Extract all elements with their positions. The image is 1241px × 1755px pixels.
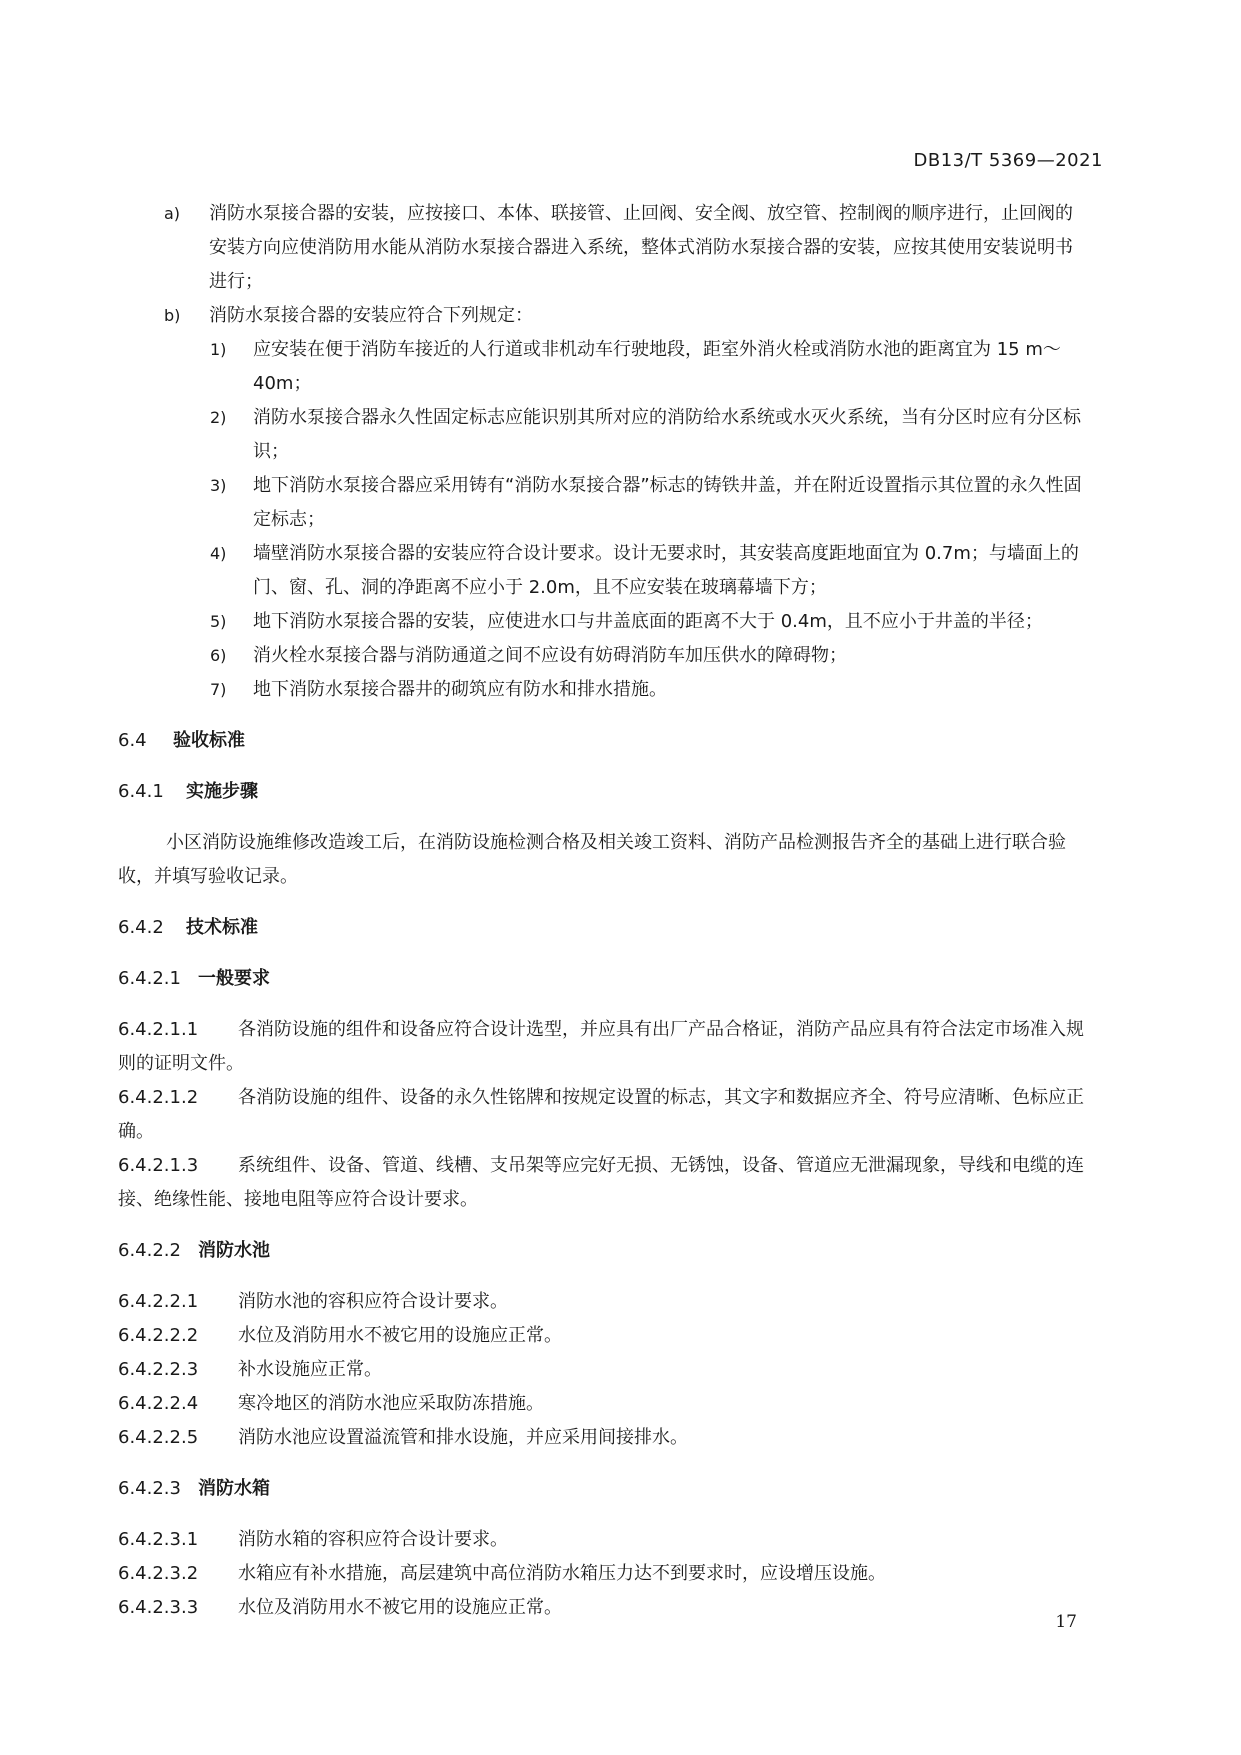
sub-list-marker: 6) xyxy=(210,646,227,665)
section-number: 6.4.2.2 xyxy=(118,1240,181,1261)
list-item-b xyxy=(118,299,1088,333)
sub-list-item xyxy=(118,333,1088,401)
clause-text: 水箱应有补水措施，高层建筑中高位消防水箱压力达不到要求时，应设增压设施。 xyxy=(238,1563,886,1584)
sub-list-item xyxy=(118,605,1088,639)
clause-number: 6.4.2.3.1 xyxy=(118,1529,199,1550)
section-heading-6-4-1 xyxy=(118,775,1088,809)
sub-list-item xyxy=(118,401,1088,469)
sub-list-marker: 2) xyxy=(210,408,227,427)
sub-list-text: 应安装在便于消防车接近的人行道或非机动车行驶地段，距室外消火栓或消防水池的距离宜为 15 m～40m； xyxy=(253,339,1061,394)
clause xyxy=(118,1523,1088,1557)
list-item-text: 消防水泵接合器的安装，应按接口、本体、联接管、止回阀、安全阀、放空管、控制阀的顺序进行，止回阀的安装方向应使消防用水能从消防水泵接合器进入系统，整体式消防水泵接合器的安装，应按其使用安装说明书进行； xyxy=(209,203,1073,292)
section-number: 6.4.2.1 xyxy=(118,968,181,989)
sub-list-item xyxy=(118,469,1088,537)
clause-number: 6.4.2.1.2 xyxy=(118,1087,199,1108)
section-title: 实施步骤 xyxy=(186,781,258,802)
clause-number: 6.4.2.1.3 xyxy=(118,1155,199,1176)
sub-list-marker: 1) xyxy=(210,340,227,359)
clause xyxy=(118,1285,1088,1319)
sub-list-text: 消火栓水泵接合器与消防通道之间不应设有妨碍消防车加压供水的障碍物； xyxy=(253,645,847,666)
clause-text: 系统组件、设备、管道、线槽、支吊架等应完好无损、无锈蚀，设备、管道应无泄漏现象，导线和电缆的连接、绝缘性能、接地电阻等应符合设计要求。 xyxy=(118,1155,1084,1210)
list-item-a xyxy=(118,197,1088,299)
clause-text: 寒冷地区的消防水池应采取防冻措施。 xyxy=(238,1393,544,1414)
page-content xyxy=(118,197,1088,1625)
clause-text: 各消防设施的组件、设备的永久性铭牌和按规定设置的标志，其文字和数据应齐全、符号应清晰、色标应正确。 xyxy=(118,1087,1084,1142)
section-heading-6-4-2 xyxy=(118,911,1088,945)
sub-list-marker: 4) xyxy=(210,544,227,563)
clause-number: 6.4.2.2.5 xyxy=(118,1427,199,1448)
sub-list-text: 消防水泵接合器永久性固定标志应能识别其所对应的消防给水系统或水灭火系统，当有分区时应有分区标识； xyxy=(253,407,1081,462)
clause xyxy=(118,1081,1088,1149)
sub-list-item xyxy=(118,537,1088,605)
clause-text: 补水设施应正常。 xyxy=(238,1359,382,1380)
list-marker: b) xyxy=(164,306,181,325)
sub-list-item xyxy=(118,639,1088,673)
section-title: 技术标准 xyxy=(186,917,258,938)
list-marker: a) xyxy=(164,204,181,223)
clause-number: 6.4.2.1.1 xyxy=(118,1019,199,1040)
section-heading-6-4 xyxy=(118,724,1088,758)
clause-text: 消防水池的容积应符合设计要求。 xyxy=(238,1291,508,1312)
sub-list-text: 地下消防水泵接合器的安装，应使进水口与井盖底面的距离不大于 0.4m，且不应小于井盖的半径； xyxy=(253,611,1043,632)
clause-text: 消防水池应设置溢流管和排水设施，并应采用间接排水。 xyxy=(238,1427,688,1448)
clause-text: 消防水箱的容积应符合设计要求。 xyxy=(238,1529,508,1550)
clause-number: 6.4.2.2.1 xyxy=(118,1291,199,1312)
spacer xyxy=(118,996,1088,1013)
section-heading-6-4-2-2 xyxy=(118,1234,1088,1268)
spacer xyxy=(118,1506,1088,1523)
sub-list-marker: 5) xyxy=(210,612,227,631)
clause-number: 6.4.2.2.4 xyxy=(118,1393,199,1414)
clause-number: 6.4.2.2.3 xyxy=(118,1359,199,1380)
sub-list-text: 地下消防水泵接合器井的砌筑应有防水和排水措施。 xyxy=(253,679,667,700)
section-heading-6-4-2-1 xyxy=(118,962,1088,996)
page-number: 17 xyxy=(1055,1612,1077,1632)
section-title: 消防水池 xyxy=(198,1240,270,1261)
sub-list-text: 墙壁消防水泵接合器的安装应符合设计要求。设计无要求时，其安装高度距地面宜为 0.7m；与墙面上的门、窗、孔、洞的净距离不应小于 2.0m，且不应安装在玻璃幕墙下方； xyxy=(253,543,1079,598)
clause xyxy=(118,1149,1088,1217)
list-item-text: 消防水泵接合器的安装应符合下列规定： xyxy=(209,305,533,326)
clause xyxy=(118,1591,1088,1625)
clause xyxy=(118,1421,1088,1455)
clause-text: 各消防设施的组件和设备应符合设计选型，并应具有出厂产品合格证，消防产品应具有符合法定市场准入规则的证明文件。 xyxy=(118,1019,1084,1074)
section-title: 一般要求 xyxy=(198,968,270,989)
clause xyxy=(118,1319,1088,1353)
section-title: 验收标准 xyxy=(173,730,245,751)
clause-number: 6.4.2.3.3 xyxy=(118,1597,199,1618)
section-number: 6.4.2 xyxy=(118,917,164,938)
standard-code: DB13/T 5369—2021 xyxy=(913,150,1103,171)
clause-text: 水位及消防用水不被它用的设施应正常。 xyxy=(238,1597,562,1618)
section-number: 6.4 xyxy=(118,730,147,751)
clause xyxy=(118,1353,1088,1387)
section-heading-6-4-2-3 xyxy=(118,1472,1088,1506)
section-number: 6.4.2.3 xyxy=(118,1478,181,1499)
sub-list-marker: 3) xyxy=(210,476,227,495)
clause-text: 水位及消防用水不被它用的设施应正常。 xyxy=(238,1325,562,1346)
clause-number: 6.4.2.2.2 xyxy=(118,1325,199,1346)
spacer xyxy=(118,1268,1088,1285)
sub-list-text: 地下消防水泵接合器应采用铸有“消防水泵接合器”标志的铸铁井盖，并在附近设置指示其位置的永久性固定标志； xyxy=(253,475,1082,530)
section-title: 消防水箱 xyxy=(198,1478,270,1499)
clause xyxy=(118,1387,1088,1421)
clause xyxy=(118,1013,1088,1081)
clause xyxy=(118,1557,1088,1591)
clause-number: 6.4.2.3.2 xyxy=(118,1563,199,1584)
body-paragraph: 小区消防设施维修改造竣工后，在消防设施检测合格及相关竣工资料、消防产品检测报告齐全的基础上进行联合验收，并填写验收记录。 xyxy=(118,832,1066,887)
sub-list-marker: 7) xyxy=(210,680,227,699)
section-number: 6.4.1 xyxy=(118,781,164,802)
sub-list-item xyxy=(118,673,1088,707)
